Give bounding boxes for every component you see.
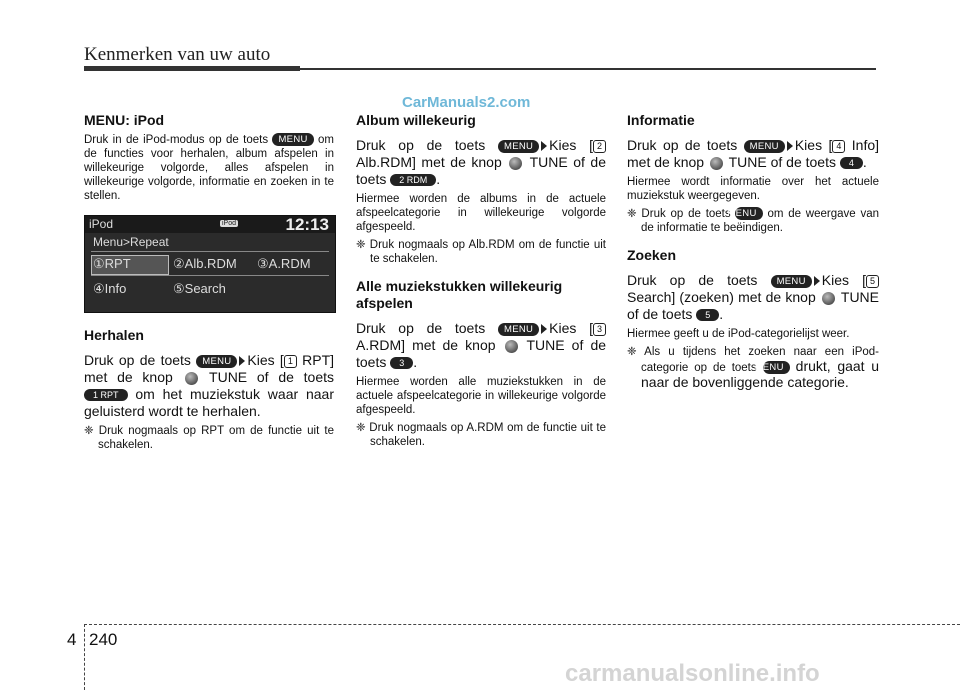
section-title-herhalen: Herhalen [84, 327, 144, 343]
header-rule-thin [300, 68, 876, 70]
ipod-screen-image [84, 215, 336, 313]
screen-clock: 12:13 [285, 215, 329, 234]
intro-text: Druk in de iPod-modus op de toets MENU om de functies voor herhalen, album afspelen in willekeurige volgorde, alles afspelen in willekeurige volgorde, informatie en zoeken in te stellen. [84, 134, 334, 202]
key-number-icon: 1 [284, 355, 297, 368]
menu-key-icon: MENU [272, 133, 313, 146]
screen-item-albrdm: ②Alb.RDM [173, 256, 237, 271]
rdm-key-icon: 2 RDM [390, 174, 436, 186]
footer-vertical-rule [84, 624, 85, 690]
column-2 [356, 112, 606, 449]
zoeken-instruction: Druk op de toets MENU Kies [ 5 Search] (zoeken) met de knop TUNE of de toets 5 . [627, 272, 880, 322]
watermark-bottom: carmanualsonline.info [565, 660, 820, 687]
zoeken-description: Hiermee geeft u de iPod-categorielijst weer. [627, 328, 850, 340]
arrow-right-icon [541, 141, 547, 151]
menu-key-icon: MENU [763, 361, 790, 374]
screen-app-label: iPod [89, 217, 114, 231]
section-title-informatie: Informatie [627, 112, 695, 128]
album-note: ❈ Druk nogmaals op Alb.RDM om de functie uit te schakelen. [356, 239, 606, 265]
menu-key-icon: MENU [196, 355, 237, 368]
album-instruction: Druk op de toets MENU Kies [ 2 Alb.RDM] met de knop TUNE of de toets 2 RDM . [356, 137, 606, 187]
arrow-right-icon [239, 356, 245, 366]
screen-item-ardm: ③A.RDM [257, 256, 311, 271]
key-number-icon: 3 [593, 323, 606, 336]
footer-page-number: 240 [89, 630, 118, 649]
screen-item-search: ⑤Search [173, 281, 226, 296]
album-description: Hiermee worden de albums in de actuele afspeelcategorie in willekeurige volgorde afgespeeld. [356, 193, 606, 233]
arrow-right-icon [541, 324, 547, 334]
menu-key-icon: MENU [498, 323, 539, 336]
herhalen-note: ❈ Druk nogmaals op RPT om de functie uit te schakelen. [84, 425, 334, 451]
header-title: Kenmerken van uw auto [84, 44, 271, 65]
zoeken-note: ❈ Als u tijdens het zoeken naar een iPod-categorie op de toets MENU drukt, gaat u naar de bovenliggende categorie. [627, 346, 879, 390]
info-instruction: Druk op de toets MENU Kies [ 4 Info] met de knop TUNE of de toets 4 . [627, 137, 880, 170]
column-3 [627, 112, 879, 391]
menu-key-icon: MENU [771, 275, 812, 288]
menu-key-icon: MENU [498, 140, 539, 153]
arrow-right-icon [814, 276, 820, 286]
alle-instruction: Druk op de toets MENU Kies [ 3 A.RDM] met de knop TUNE of de toets 3 . [356, 320, 607, 370]
menu-key-icon: MENU [744, 140, 785, 153]
watermark-top: CarManuals2.com [402, 94, 531, 111]
key-4-icon: 4 [840, 157, 863, 169]
tune-knob-icon [509, 157, 522, 170]
header-rule-thick [84, 66, 300, 71]
screen-item-rpt: ①RPT [93, 256, 131, 271]
key-number-icon: 5 [866, 275, 879, 288]
footer-section-number: 4 [67, 630, 77, 649]
screen-ipod-badge: iPod [222, 220, 237, 227]
key-number-icon: 4 [832, 140, 845, 153]
section-title-album: Album willekeurig [356, 112, 476, 128]
rpt-key-icon: 1 RPT [84, 389, 128, 401]
column-1 [84, 112, 334, 452]
section-title-zoeken: Zoeken [627, 247, 677, 263]
info-description: Hiermee wordt informatie over het actuele muziekstuk weergegeven. [627, 176, 879, 202]
tune-knob-icon [185, 372, 198, 385]
alle-description: Hiermee worden alle muziekstukken in de actuele afspeelcategorie in willekeurige volgorde afgespeeld. [356, 376, 606, 416]
tune-knob-icon [505, 340, 518, 353]
section-title-alle: Alle muziekstukken willekeurig afspelen [356, 278, 563, 311]
alle-note: ❈ Druk nogmaals op A.RDM om de functie uit te schakelen. [356, 422, 606, 448]
arrow-right-icon [787, 141, 793, 151]
footer-rule [84, 624, 960, 625]
section-title-menu-ipod: MENU: iPod [84, 112, 165, 128]
key-3-icon: 3 [390, 357, 413, 369]
info-note: ❈ Druk op de toets MENU om de weergave van de informatie te beëindigen. [627, 208, 880, 234]
key-5-icon: 5 [696, 309, 719, 321]
key-number-icon: 2 [593, 140, 606, 153]
tune-knob-icon [822, 292, 835, 305]
herhalen-instruction: Druk op de toets MENU Kies [ 1 RPT] met de knop TUNE of de toets 1 RPT om het muziekstuk waar naar geluisterd wordt te herhalen. [84, 352, 335, 419]
menu-key-icon: MENU [735, 207, 762, 220]
screen-item-info: ④Info [93, 281, 127, 296]
screen-menu-path: Menu>Repeat [93, 235, 169, 249]
tune-knob-icon [710, 157, 723, 170]
